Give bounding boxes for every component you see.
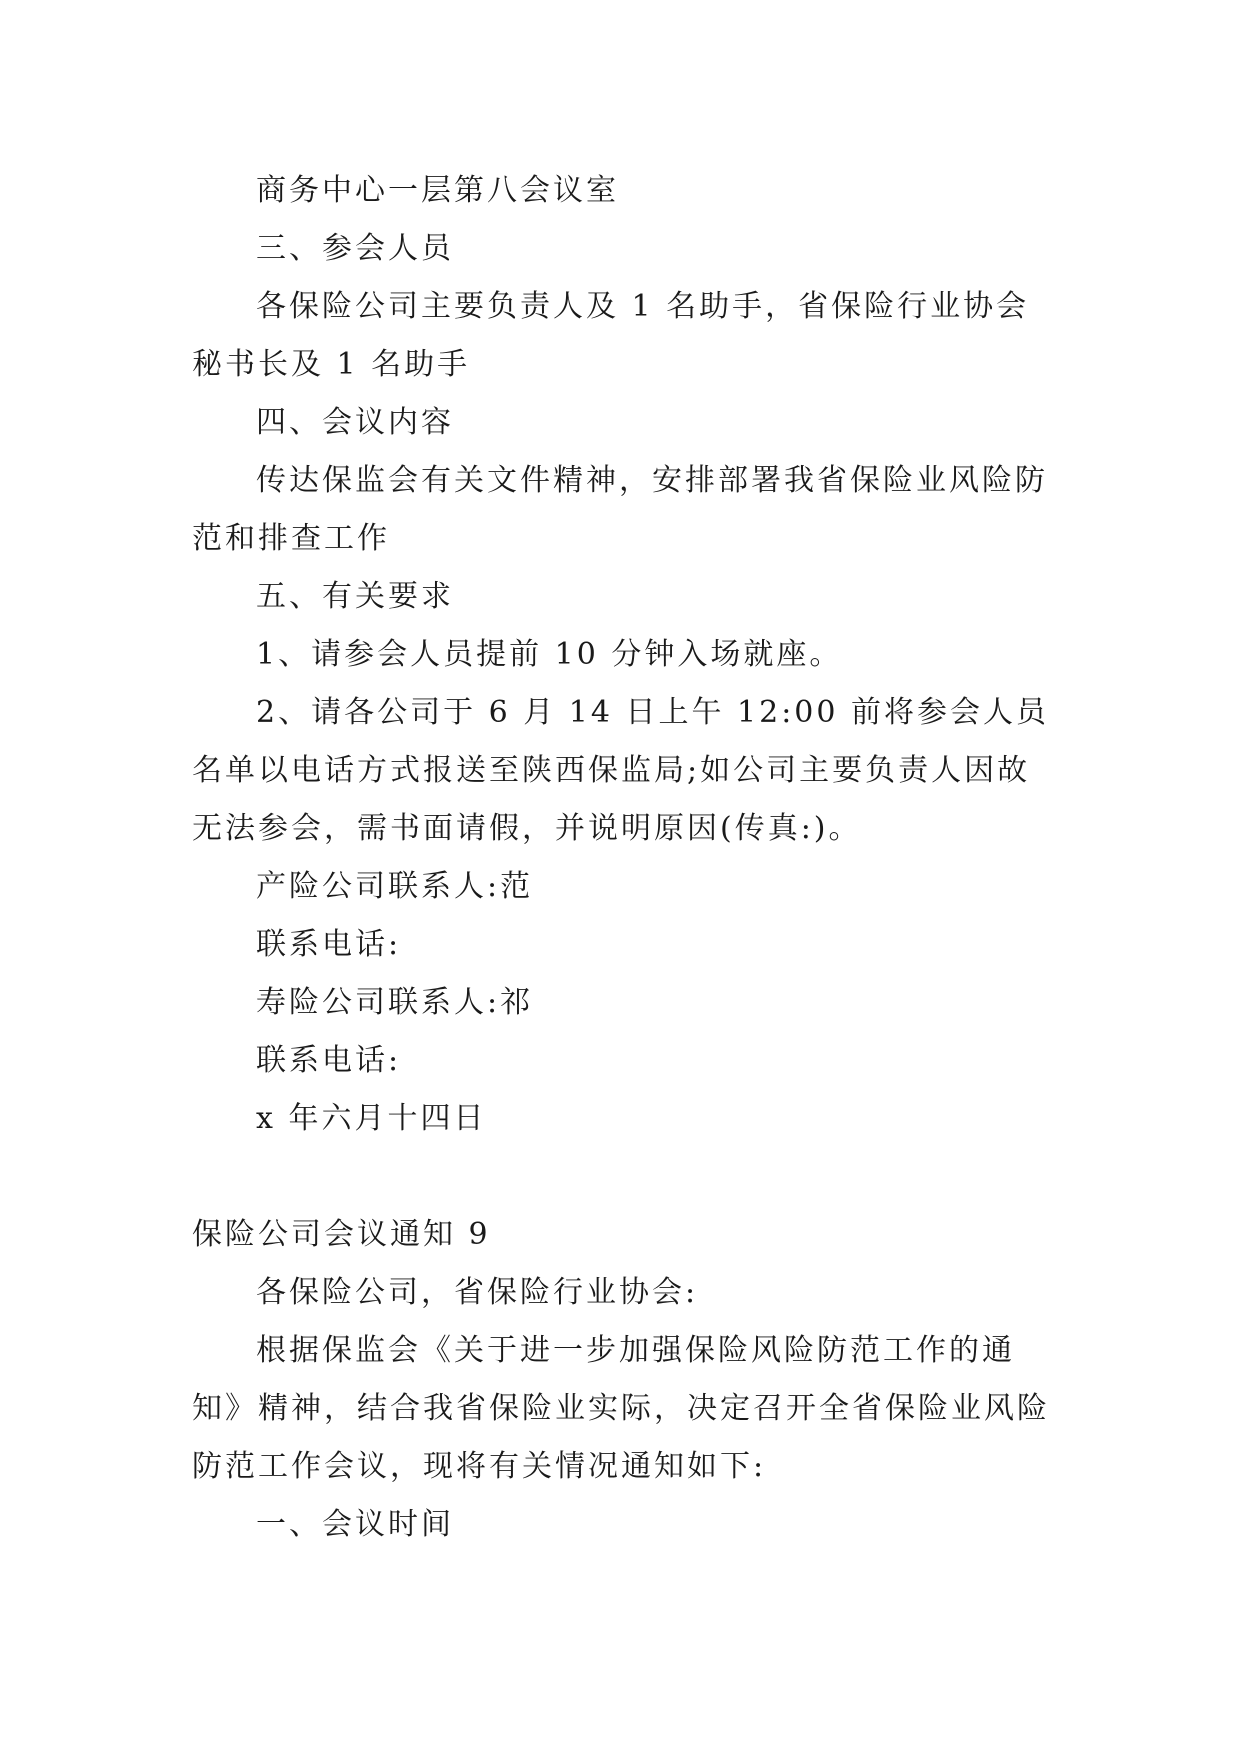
document-date: x 年六月十四日 <box>256 1101 487 1136</box>
addressee: 各保险公司，省保险行业协会: <box>256 1275 699 1310</box>
heading-attendees: 三、参会人员 <box>256 231 454 266</box>
notice-intro: 根据保监会《关于进一步加强保险风险防范工作的通知》精神，结合我省保险业实际，决定召开全省保险业风险防范工作会议，现将有关情况通知如下: <box>192 1333 1050 1484</box>
requirement-2: 2、请各公司于 6 月 14 日上午 12:00 前将参会人员名单以电话方式报送至陕西保监局;如公司主要负责人因故无法参会，需书面请假，并说明原因(传真:)。 <box>192 695 1050 846</box>
life-insurance-contact: 寿险公司联系人:祁 <box>256 985 534 1020</box>
document-body <box>192 162 1054 1554</box>
notice-title: 保险公司会议通知 9 <box>192 1217 491 1252</box>
property-insurance-contact: 产险公司联系人:范 <box>256 869 534 904</box>
contact-phone-2: 联系电话: <box>256 1043 402 1078</box>
heading-requirements: 五、有关要求 <box>256 579 454 614</box>
requirement-1: 1、请参会人员提前 10 分钟入场就座。 <box>256 637 843 672</box>
heading-meeting-time: 一、会议时间 <box>256 1507 454 1542</box>
contact-phone-1: 联系电话: <box>256 927 402 962</box>
meeting-content-text: 传达保监会有关文件精神，安排部署我省保险业风险防范和排查工作 <box>192 463 1048 556</box>
meeting-location: 商务中心一层第八会议室 <box>256 173 619 208</box>
heading-meeting-content: 四、会议内容 <box>256 405 454 440</box>
attendees-text: 各保险公司主要负责人及 1 名助手，省保险行业协会秘书长及 1 名助手 <box>192 289 1030 382</box>
